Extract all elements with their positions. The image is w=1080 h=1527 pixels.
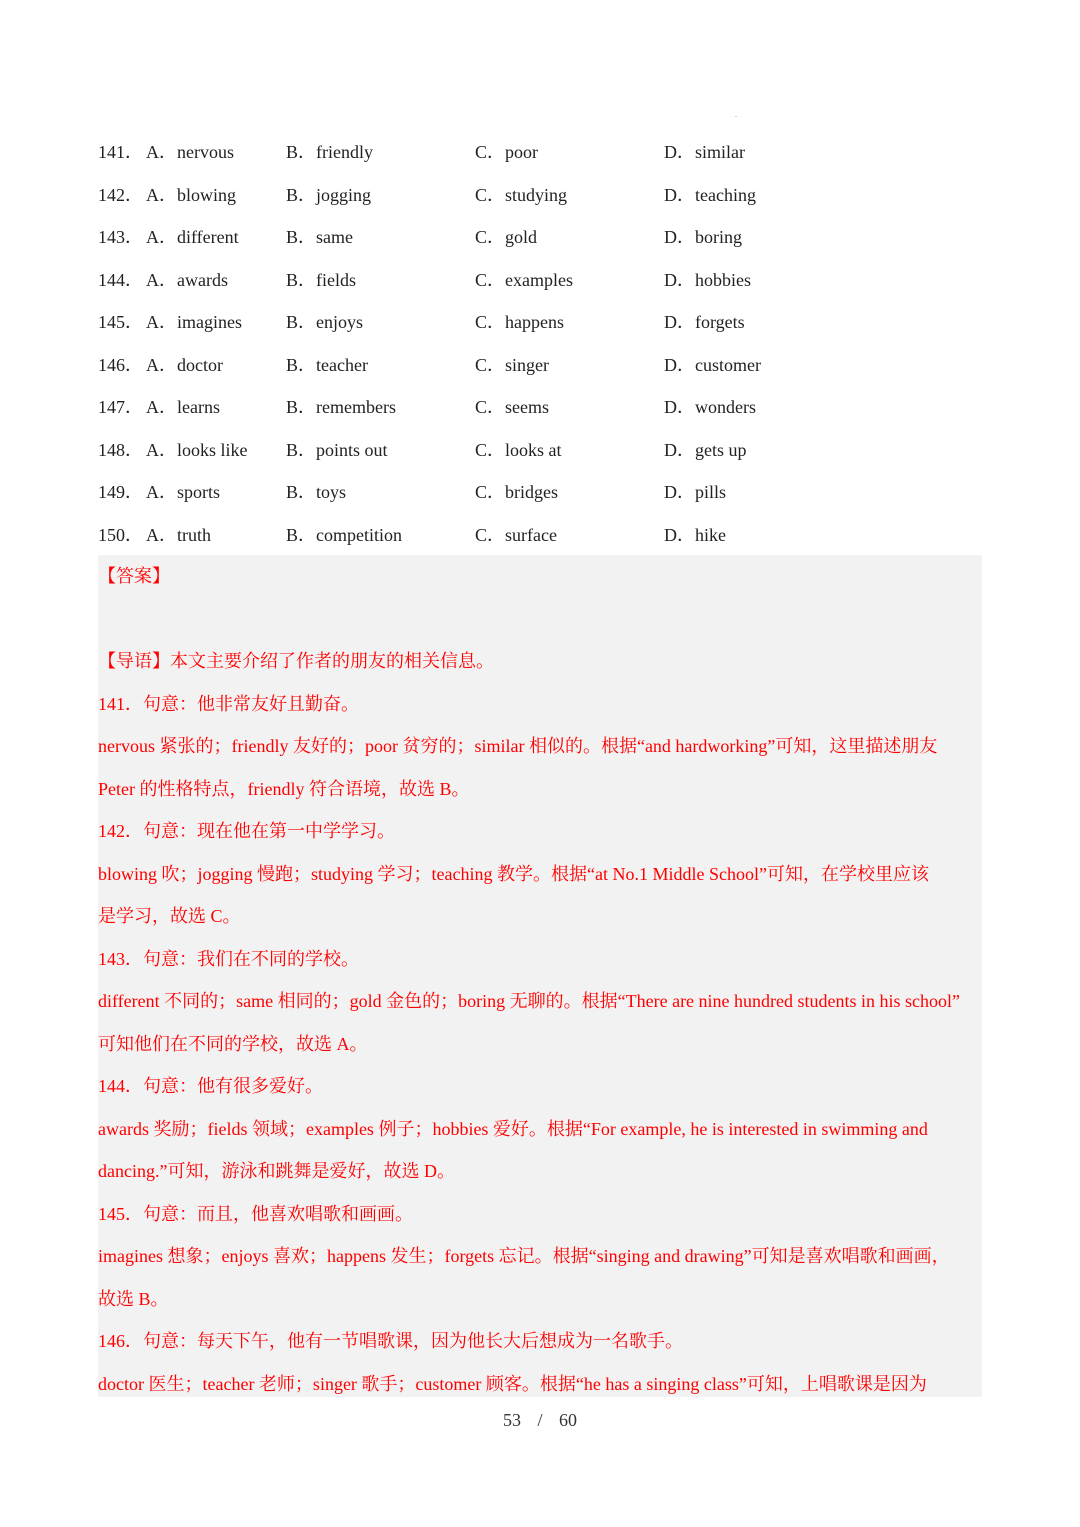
option-b: B．competition [286,524,402,545]
option-c: C．examples [475,269,573,290]
option-d: D．teaching [664,184,756,205]
option-c: C．happens [475,312,564,332]
question-number: 145． [98,312,143,332]
explanation-line: awards 奖励；fields 领域；examples 例子；hobbies 爱好。根据“For example, he is interested in swimming and [98,1118,928,1139]
option-d: D．pills [664,482,727,502]
option-d: D．hobbies [664,269,751,290]
option-d: D．customer [664,354,761,375]
explanation-line: 142．句意：现在他在第一中学学习。 [98,821,395,841]
explanation-line: Peter 的性格特点，friendly 符合语境，故选 B。 [98,778,470,799]
explanation-line: 是学习，故选 C。 [98,906,241,926]
option-row [98,216,988,259]
option-c: C．poor [475,142,538,162]
option-c: C．singer [475,354,549,375]
option-c: C．looks at [475,439,562,460]
options-list [98,131,988,556]
explanation-line: 141．句意：他非常友好且勤奋。 [98,693,359,714]
option-c: C．bridges [475,482,558,502]
explanation-line: blowing 吹；jogging 慢跑；studying 学习；teaching 教学。根据“at No.1 Middle School”可知，在学校里应该 [98,863,929,884]
explanation-line: nervous 紧张的；friendly 友好的；poor 贫穷的；similar 相似的。根据“and hardworking”可知，这里描述朋友 [98,736,938,756]
page-separator: / [537,1410,543,1430]
question-number: 150． [98,524,143,545]
answer-heading: 【答案】 [98,566,170,586]
explanation-line: imagines 想象；enjoys 喜欢；happens 发生；forgets 忘记。根据“singing and drawing”可知是喜欢唱歌和画画， [98,1246,950,1266]
explanation-line: 143．句意：我们在不同的学校。 [98,948,359,969]
option-b: B．fields [286,269,356,290]
option-d: D．hike [664,524,726,545]
page-footer [0,1410,1080,1431]
option-a: A．learns [146,397,220,417]
explanation-line: 故选 B。 [98,1288,169,1309]
option-d: D．wonders [664,397,756,417]
option-row [98,386,988,429]
question-number: 146． [98,354,143,375]
option-row [98,514,988,557]
option-a: A．sports [146,482,221,502]
option-a: A．different [146,227,239,247]
option-row [98,301,988,344]
explanation-line: 可知他们在不同的学校，故选 A。 [98,1033,368,1054]
option-b: B．points out [286,439,388,460]
option-b: B．toys [286,482,347,502]
question-number: 147． [98,397,143,417]
explanation-line: 145．句意：而且，他喜欢唱歌和画画。 [98,1203,413,1224]
question-number: 142． [98,184,143,205]
explanation-line: doctor 医生；teacher 老师；singer 歌手；customer 顾客。根据“he has a singing class”可知，上唱歌课是因为 [98,1373,927,1394]
answer-section [98,555,982,1397]
explanation-line: 146．句意：每天下午，他有一节唱歌课，因为他长大后想成为一名歌手。 [98,1331,683,1351]
option-b: B．same [286,227,353,247]
option-row [98,344,988,387]
option-row [98,259,988,302]
question-number: 144． [98,269,143,290]
option-a: A．looks like [146,439,248,460]
option-b: B．remembers [286,397,396,417]
option-b: B．teacher [286,354,368,375]
option-a: A．awards [146,269,228,290]
option-b: B．friendly [286,142,373,162]
explanation-line: dancing.”可知，游泳和跳舞是爱好，故选 D。 [98,1161,455,1181]
option-c: C．seems [475,397,549,417]
option-row [98,471,988,514]
option-b: B．jogging [286,184,372,205]
option-d: D．gets up [664,439,747,460]
option-c: C．gold [475,227,538,247]
option-d: D．similar [664,142,745,162]
total-pages: 60 [559,1410,577,1430]
option-c: C．surface [475,524,557,545]
scan-mark [735,116,737,117]
option-b: B．enjoys [286,312,364,332]
option-d: D．forgets [664,312,745,332]
option-a: A．imagines [146,312,242,332]
explanation-line: different 不同的；same 相同的；gold 金色的；boring 无聊的。根据“There are nine hundred students in his school” [98,991,961,1011]
current-page-number: 53 [502,1410,521,1430]
option-a: A．doctor [146,354,223,375]
question-number: 149． [98,482,143,502]
explanation-line: 144．句意：他有很多爱好。 [98,1076,323,1096]
option-a: A．blowing [146,184,236,205]
option-row [98,174,988,217]
intro-text: 【导语】本文主要介绍了作者的朋友的相关信息。 [98,651,494,671]
question-number: 148． [98,439,143,460]
option-c: C．studying [475,184,568,205]
option-row [98,131,988,174]
option-a: A．truth [146,524,211,545]
question-number: 143． [98,227,143,247]
option-d: D．boring [664,227,742,247]
option-a: A．nervous [146,142,234,162]
question-number: 141． [98,142,143,162]
option-row [98,429,988,472]
